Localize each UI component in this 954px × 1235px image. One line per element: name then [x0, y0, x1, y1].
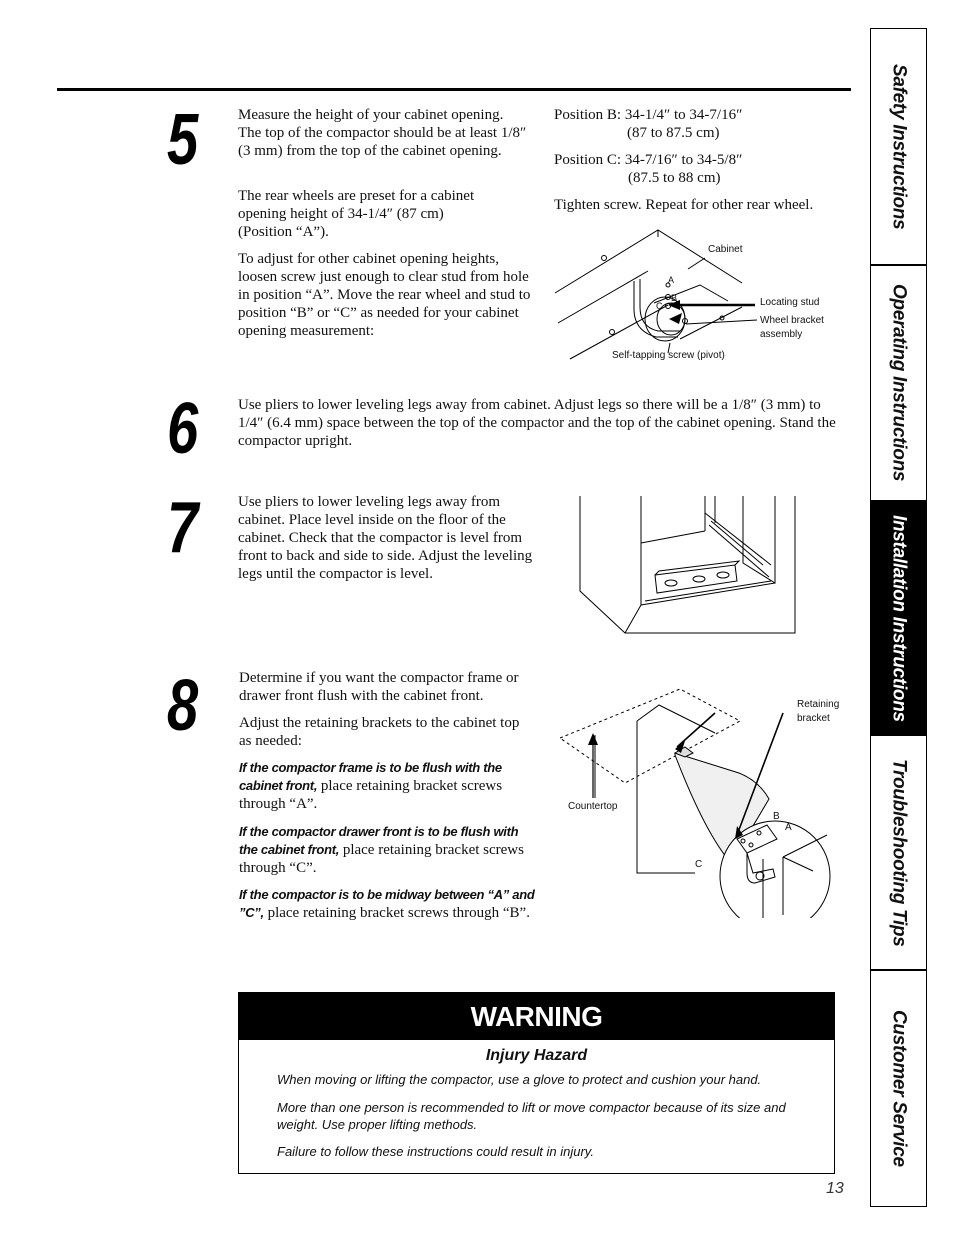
- step-5-number: 5: [167, 100, 197, 180]
- warning-para-1: When moving or lifting the compactor, use a glove to protect and cushion your hand.: [277, 1072, 762, 1087]
- step-8-item-2-bold: If the compactor drawer front is to be flush with the cabinet front,: [239, 824, 519, 857]
- step-6-number: 6: [167, 389, 197, 469]
- page-number: 13: [826, 1180, 844, 1197]
- label-bracket-a: A: [785, 822, 792, 833]
- step-8-item-1: [239, 759, 535, 813]
- tighten-instruction: Tighten screw. Repeat for other rear wheel.: [554, 197, 814, 213]
- label-wheel-bracket-1: Wheel bracket: [760, 315, 824, 326]
- step-8-para-1: Determine if you want the compactor frame or drawer front flush with the cabinet front.: [239, 670, 519, 704]
- label-retaining-2: bracket: [797, 713, 830, 724]
- warning-box: [238, 992, 835, 1174]
- step-8-item-2-rest: place retaining bracket screws through “C”.: [239, 842, 524, 876]
- step-7-para: Use pliers to lower leveling legs away from cabinet. Place level inside on the floor of the cabinet. Check that the compactor is level from front to back and side to side. Adjust the leveling legs until the compactor is level.: [238, 494, 533, 582]
- label-pos-b: B: [671, 293, 678, 303]
- tab-installation-label: Installation Instructions: [888, 514, 910, 722]
- label-locating-stud: Locating stud: [760, 297, 820, 308]
- step-5-para-1: Measure the height of your cabinet opening. The top of the compactor should be at least 1/8″ (3 mm) from the top of the cabinet opening.: [238, 107, 527, 159]
- tab-safety-instructions[interactable]: [871, 29, 926, 266]
- tab-operating-label: Operating Instructions: [888, 284, 910, 482]
- header-rule: [57, 88, 851, 91]
- label-retaining-1: Retaining: [797, 699, 840, 710]
- tab-operating-instructions[interactable]: [871, 266, 926, 502]
- tab-customer-service[interactable]: [871, 971, 926, 1206]
- label-countertop: Countertop: [568, 801, 618, 812]
- label-pos-c: C: [656, 301, 663, 311]
- step-8-item-2: [239, 823, 535, 877]
- label-cabinet: Cabinet: [708, 244, 743, 255]
- warning-para-3: Failure to follow these instructions could result in injury.: [277, 1144, 594, 1159]
- step-8-item-1-rest: place retaining bracket screws through “A”.: [239, 778, 503, 812]
- wheel-bracket-figure: [550, 225, 850, 370]
- warning-title: WARNING: [239, 993, 834, 1040]
- step-8-item-1-bold: If the compactor frame is to be flush with the cabinet front,: [239, 760, 502, 793]
- label-pos-a: A: [668, 275, 675, 285]
- position-c-line-1: Position C: 34-7/16″ to 34-5/8″: [554, 152, 743, 168]
- step-7-number: 7: [167, 488, 197, 568]
- warning-para-2: More than one person is recommended to lift or move compactor because of its size and weight. Use proper lifting methods.: [277, 1100, 786, 1132]
- tab-installation-instructions[interactable]: [871, 502, 926, 736]
- label-wheel-bracket-2: assembly: [760, 329, 803, 340]
- position-b-line-1: Position B: 34-1/4″ to 34-7/16″: [554, 107, 743, 123]
- warning-subtitle: Injury Hazard: [485, 1047, 588, 1064]
- step-8-item-3-bold: If the compactor is to be midway between “A” and ”C”,: [239, 887, 535, 920]
- label-self-tapping-screw: Self-tapping screw (pivot): [612, 350, 725, 361]
- tab-customer-service-label: Customer Service: [888, 1010, 910, 1167]
- section-tabs: [870, 28, 927, 1207]
- tab-troubleshooting-tips[interactable]: [871, 736, 926, 971]
- retaining-bracket-figure: [555, 683, 845, 918]
- label-bracket-c: C: [695, 859, 703, 870]
- tab-troubleshooting-label: Troubleshooting Tips: [888, 758, 910, 947]
- step-8-para-2: Adjust the retaining brackets to the cabinet top as needed:: [239, 715, 520, 749]
- step-6-para: Use pliers to lower leveling legs away from cabinet. Adjust legs so there will be a 1/8″ (3 mm) to 1/4″ (6.4 mm) space between the top of the compactor and the top of the cabinet opening. Stand the compactor upright.: [238, 397, 836, 449]
- step-5-para-3: To adjust for other cabinet opening heights, loosen screw just enough to clear stud from hole in position “A”. Move the rear wheel and stud to position “B” or “C” as needed for your cabinet opening measurement:: [238, 251, 531, 339]
- step-5-para-2: The rear wheels are preset for a cabinet opening height of 34-1/4″ (87 cm) (Position “A”).: [238, 188, 475, 240]
- label-bracket-b: B: [773, 811, 780, 822]
- step-8-item-3: [239, 886, 535, 922]
- step-8-item-3-rest: place retaining bracket screws through “B”.: [263, 905, 530, 921]
- tab-safety-label: Safety Instructions: [888, 63, 910, 230]
- step-8-number: 8: [167, 666, 197, 746]
- position-b-line-2: (87 to 87.5 cm): [627, 125, 720, 141]
- level-figure: [575, 493, 800, 638]
- position-c-line-2: (87.5 to 88 cm): [628, 170, 721, 186]
